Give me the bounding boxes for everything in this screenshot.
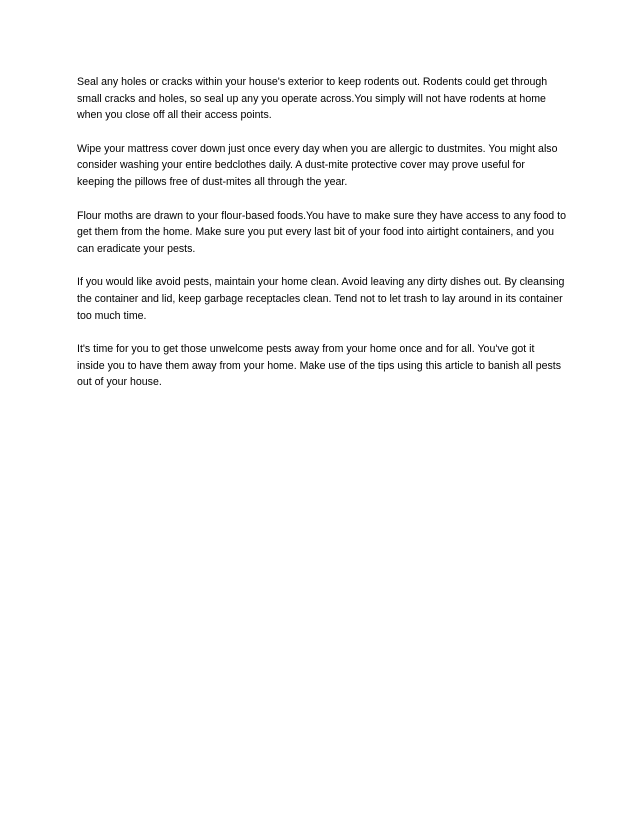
paragraph-clean-home (77, 274, 563, 324)
text-line: Seal any holes or cracks within your house's exterior to keep rodents out. Rodents could get through (77, 76, 548, 88)
text-line: consider washing your entire bedclothes daily. A dust-mite protective cover may prove useful for (77, 159, 525, 172)
text-line: small cracks and holes, so seal up any you operate across.You simply will not have rodents at home (77, 92, 546, 105)
text-line: inside you to have them away from your home. Make use of the tips using this article to banish all pests (77, 359, 562, 372)
text-line: out of your house. (77, 376, 162, 389)
text-line: when you close off all their access points. (77, 109, 272, 122)
text-line: too much time. (77, 309, 147, 322)
text-line: If you would like avoid pests, maintain your home clean. Avoid leaving any dirty dishes out. By cleansing (77, 276, 565, 289)
paragraph-seal-holes (77, 74, 563, 124)
text-line: the container and lid, keep garbage receptacles clean. Tend not to let trash to lay around in its container (77, 292, 563, 305)
paragraph-conclusion (77, 341, 563, 391)
text-line: can eradicate your pests. (77, 242, 196, 255)
text-line: keeping the pillows free of dust-mites all through the year. (77, 175, 348, 188)
paragraph-flour-moths (77, 208, 566, 258)
text-line: Flour moths are drawn to your flour-based foods.You have to make sure they have access to any food to (77, 209, 566, 222)
document-body (77, 74, 566, 408)
text-line: Wipe your mattress cover down just once every day when you are allergic to dustmites. You might also (77, 142, 558, 155)
text-line: get them from the home. Make sure you put every last bit of your food into airtight containers, and you (77, 226, 554, 239)
text-line: It's time for you to get those unwelcome pests away from your home once and for all. You've got it (77, 343, 535, 356)
paragraph-dustmites (77, 141, 563, 191)
